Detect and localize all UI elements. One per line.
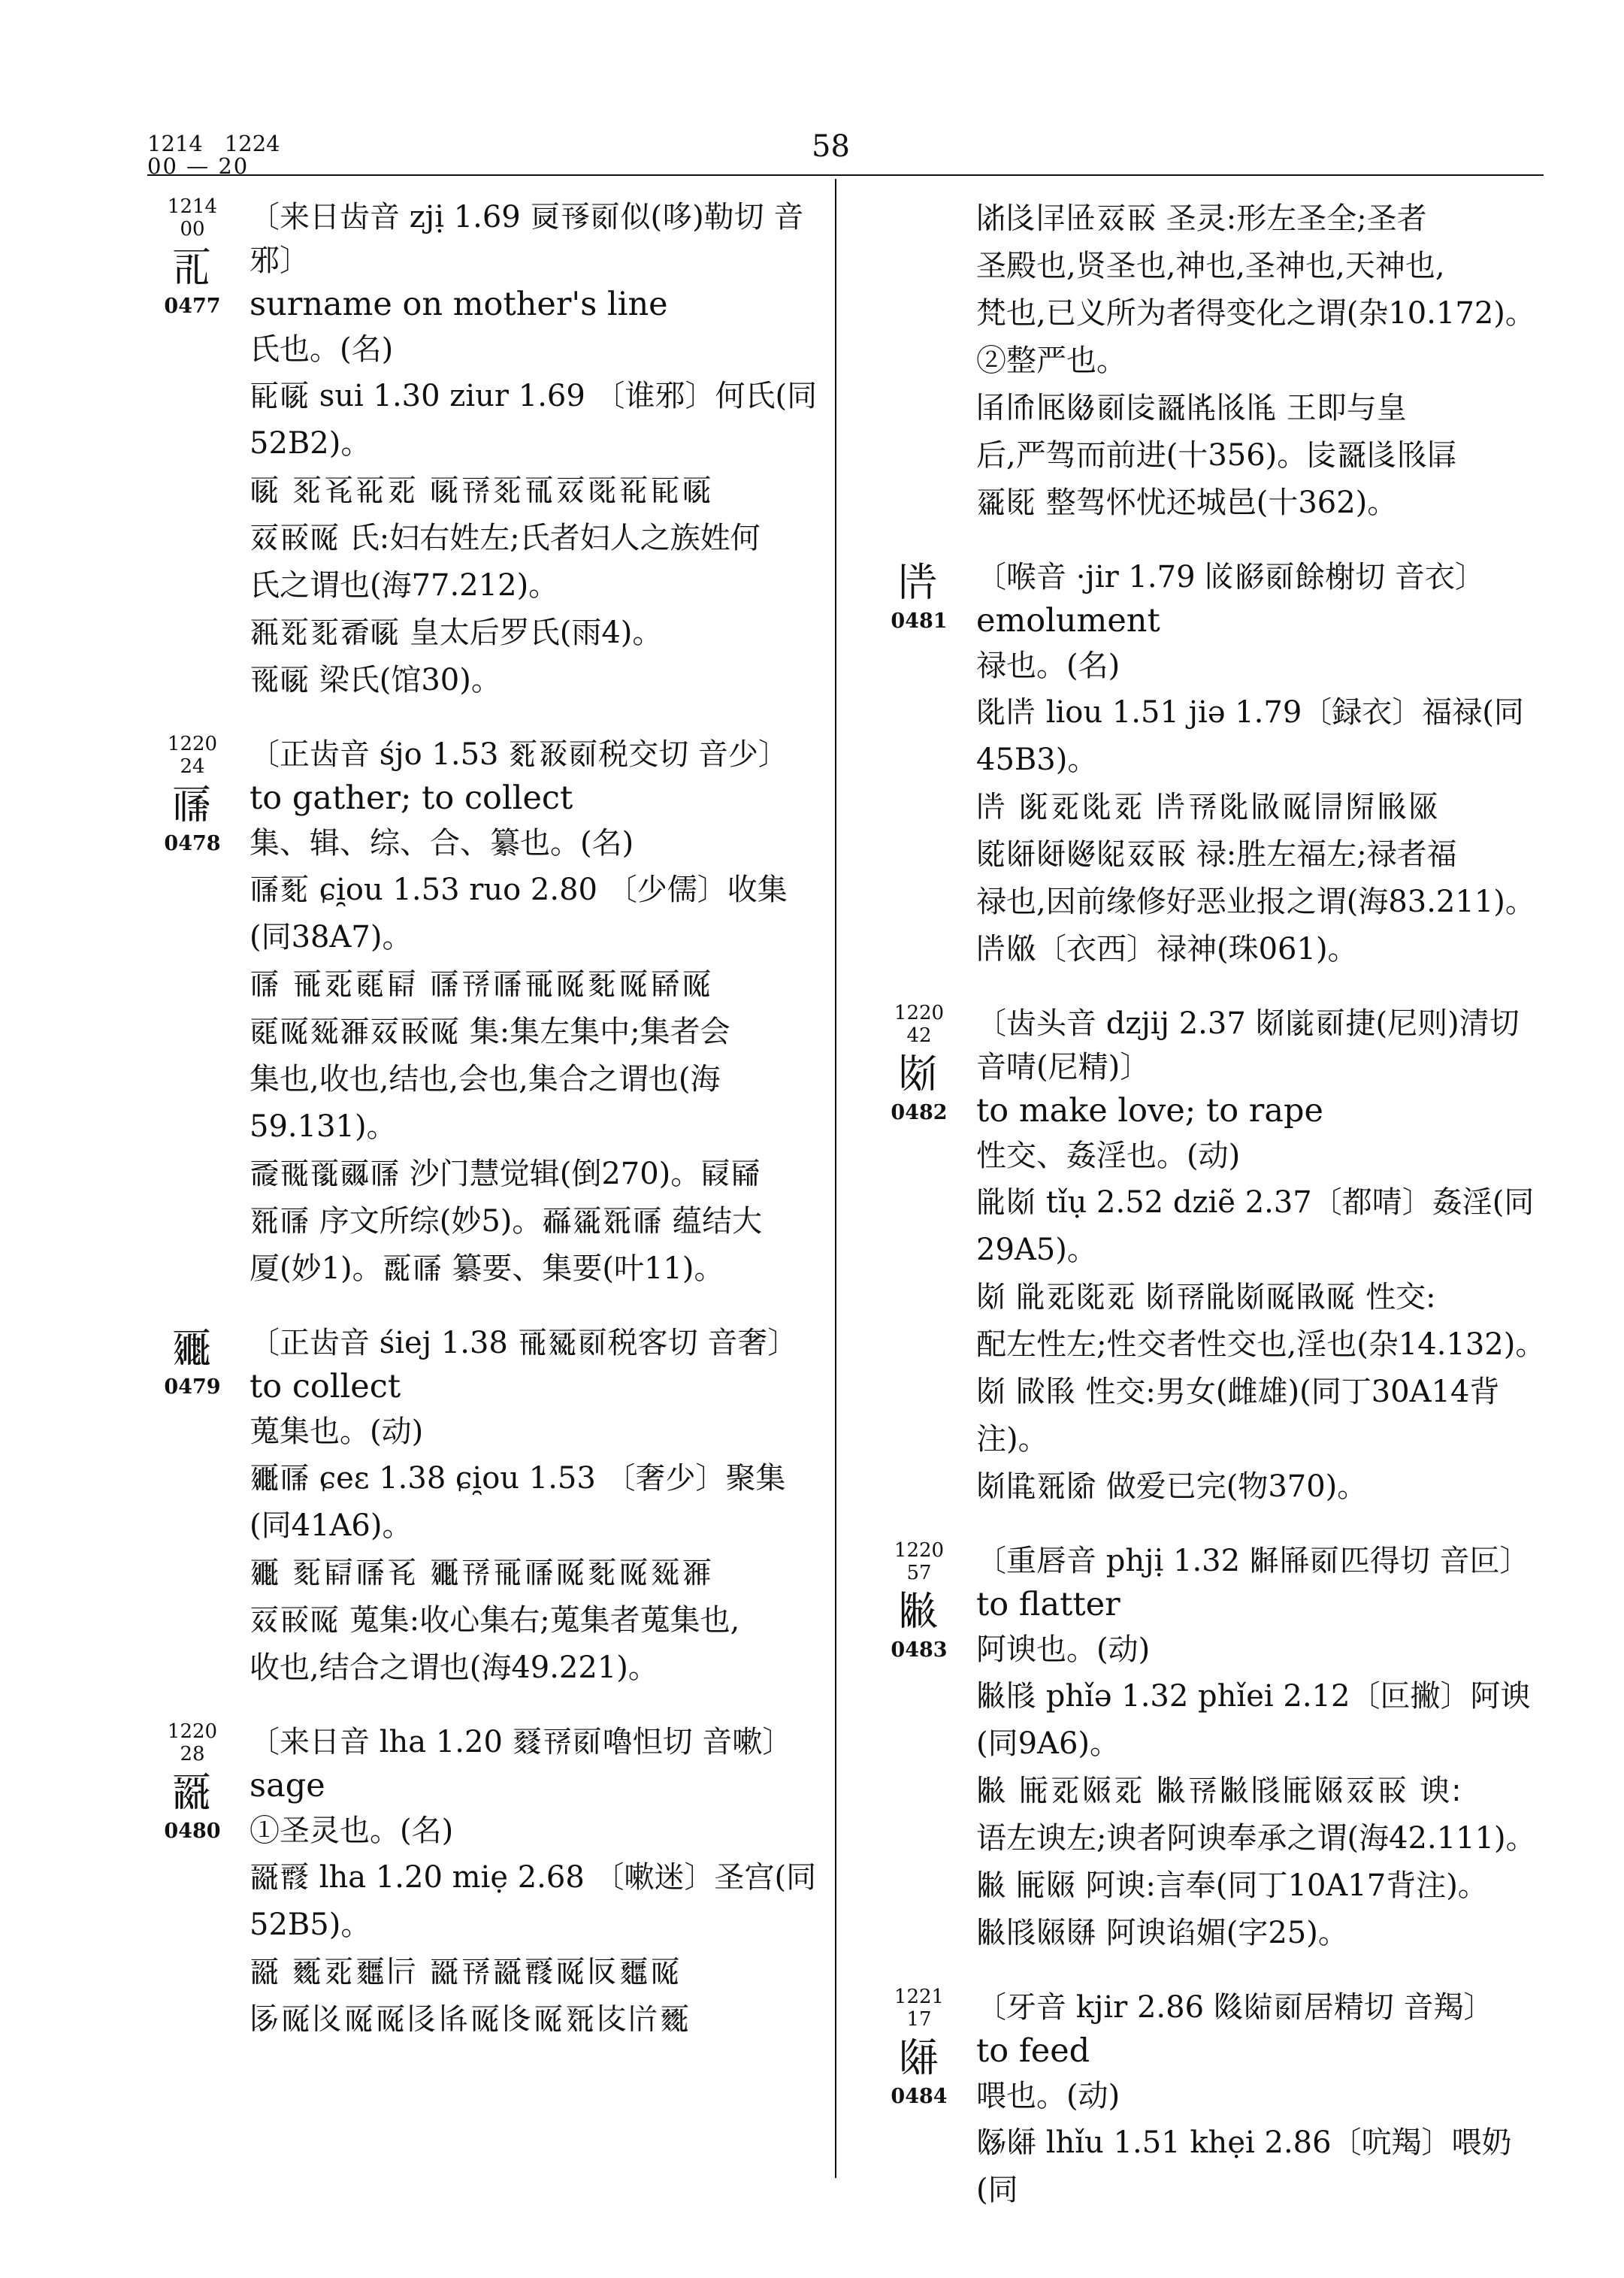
pronunciation: 〔牙音 kjir 2.86 𗁫𗁬𗀃居精切 音羯〕	[976, 1990, 1494, 2025]
example-line: 𗀹𗀺𗀻𗀼𗀌𗀎 圣灵:形左圣全;圣者	[976, 201, 1427, 236]
page-number: 58	[812, 129, 850, 164]
example-line: 𗀥𗀕 序文所综(妙5)。𗀦𗀧𗀥𗀕 蕴结大	[249, 1204, 763, 1239]
dictionary-entry	[147, 1720, 824, 2044]
example-line: 𗁭𗁪 lhǐu 1.51 khẹi 2.86〔吭羯〕喂奶(同	[976, 2125, 1512, 2207]
example-line: 氏之谓也(海77.212)。	[249, 568, 559, 603]
column-divider	[835, 179, 836, 2178]
example-line: 𗁓𗁔𗁕𗁖𗁗𗀌𗀎 禄:胜左福左;禄者福	[976, 837, 1457, 872]
definition: 氏也。(名)	[249, 332, 394, 367]
entry-gutter	[147, 733, 237, 856]
dictionary-entry	[874, 1002, 1550, 1511]
example-line: 𗀅 𗀆𗀇𗀈𗀉 𗀅𗀊𗀆𗀋𗀌𗀍𗀈𗀄𗀅	[249, 473, 714, 508]
example-line: 厦(妙1)。𗀨𗀕 纂要、集要(叶11)。	[249, 1251, 724, 1286]
pronunciation: 〔正齿音 śjo 1.53 𗀖𗀗𗀃税交切 音少〕	[249, 737, 788, 772]
example-line: 𗁙 𗁟𗁠 性交:男女(雌雄)(同丁30A14背注)。	[976, 1375, 1500, 1457]
example-line: 𗁌𗁉 liou 1.51 jiə 1.79〔録衣〕福禄(同45B3)。	[976, 695, 1524, 777]
headword-glyph: 𗁙	[898, 1050, 940, 1097]
example-line: 𗀌𗀎𗀏 蒐集:收心集右;蒐集者蒐集也,	[249, 1603, 740, 1638]
entry-code: 1214 00	[167, 195, 218, 241]
example-line: 𗀽𗀾𗀿𗁀𗀃𗁁𗀫𗁂𗁃𗁄 王即与皇	[976, 391, 1407, 425]
entry-gutter	[874, 555, 964, 634]
english-gloss: to gather; to collect	[249, 779, 573, 817]
entry-number: 0478	[164, 832, 221, 855]
definition: 性交、姦淫也。(动)	[976, 1139, 1241, 1173]
definition: 喂也。(动)	[976, 2079, 1120, 2113]
entry-gutter	[147, 1720, 237, 1844]
example-line: 𗁣 𗁧𗀉𗁨𗀉 𗁣𗀊𗁣𗁦𗁧𗁨𗀌𗀎 谀:	[976, 1774, 1463, 1808]
headword-glyph: 𗀕	[171, 781, 213, 828]
headword-glyph: 𗁉	[898, 558, 940, 606]
english-gloss: to make love; to rape	[976, 1092, 1323, 1130]
example-line: 𗁙 𗁜𗀉𗁝𗀉 𗁙𗀊𗁜𗁙𗀏𗁞𗀏 性交:	[976, 1280, 1436, 1314]
pronunciation: 〔正齿音 śiej 1.38 𗀙𗀪𗀃税客切 音奢〕	[249, 1326, 798, 1360]
pronunciation: 〔齿头音 dzjij 2.37 𗁚𗁛𗀃捷(尼则)清切 音啨(尼精)〕	[976, 1006, 1520, 1085]
entry-continuation	[874, 195, 1550, 527]
entry-number: 0482	[891, 1101, 948, 1124]
english-gloss: surname on mother's line	[249, 286, 668, 323]
example-line: 收也,结合之谓也(海49.221)。	[249, 1650, 658, 1685]
definition: 阿谀也。(动)	[976, 1632, 1151, 1667]
entry-gutter	[147, 195, 237, 319]
left-column	[147, 195, 824, 2072]
english-gloss: emolument	[976, 602, 1160, 640]
headword-glyph: 𗀀	[171, 244, 213, 291]
example-line: 集也,收也,结也,会也,集合之谓也(海59.131)。	[249, 1062, 721, 1144]
dictionary-entry	[874, 555, 1550, 973]
example-line: 𗁉𗁘〔衣西〕禄神(珠061)。	[976, 932, 1358, 967]
entry-gutter	[874, 1539, 964, 1662]
dictionary-entry	[874, 1986, 1550, 2214]
header-rule	[147, 174, 1544, 176]
pronunciation: 〔喉音 ·jir 1.79 𗁊𗁋𗀃餘榭切 音衣〕	[976, 560, 1485, 594]
running-head-range	[147, 132, 280, 177]
example-line: 𗀔𗀅 梁氏(馆30)。	[249, 663, 501, 697]
english-gloss: to flatter	[976, 1586, 1120, 1623]
definition: ①圣灵也。(名)	[249, 1814, 454, 1848]
example-line: 𗀲𗀏𗀳𗀏𗀏𗀴𗀵𗀏𗀶𗀏𗀥𗀷𗀸𗀮	[249, 2002, 691, 2037]
entry-number: 0479	[164, 1375, 221, 1399]
example-line: 禄也,因前缘修好恶业报之谓(海83.211)。	[976, 885, 1535, 919]
example-line: 圣殿也,贤圣也,神也,圣神也,天神也,	[976, 249, 1445, 283]
definition: 禄也。(名)	[976, 649, 1120, 683]
entry-number: 0481	[891, 610, 948, 633]
entry-code: 1220 24	[167, 733, 218, 778]
dictionary-entry	[147, 1321, 824, 1692]
example-line: 𗁙𗁡𗀥𗁢 做爱已完(物370)。	[976, 1469, 1368, 1504]
example-line: 后,严驾而前进(十356)。𗁁𗀫𗁅𗁆𗁇	[976, 438, 1458, 473]
example-line: 𗁣 𗁧𗁨 阿谀:言奉(同丁10A17背注)。	[976, 1868, 1488, 1903]
entry-number: 0483	[891, 1638, 948, 1662]
example-line: 𗀫 𗀮𗀉𗀯𗀰 𗀫𗀊𗀫𗀭𗀏𗀱𗀯𗀏	[249, 1955, 682, 1989]
example-line: 𗁉 𗁍𗀉𗁌𗀉 𗁉𗀊𗁌𗁎𗀏𗁏𗁐𗁑𗁒	[976, 790, 1441, 824]
entry-number: 0477	[164, 295, 221, 318]
example-line: ②整严也。	[976, 343, 1127, 378]
definition: 蒐集也。(动)	[249, 1414, 424, 1449]
example-line: 𗀐𗀑𗀒𗀓𗀅 皇太后罗氏(雨4)。	[249, 616, 663, 650]
right-column	[874, 195, 1550, 2243]
pronunciation: 〔来日齿音 zjị 1.69 𗀁𗀂𗀃似(哆)勒切 音邪〕	[249, 200, 804, 278]
headword-glyph: 𗀩	[171, 1324, 213, 1372]
example-line: 𗀕𗀘 ɕi̯ou 1.53 ruo 2.80 〔少儒〕收集(同38A7)。	[249, 873, 788, 954]
example-line: 𗀌𗀎𗀏 氏:妇右姓左;氏者妇人之族姓何	[249, 521, 761, 555]
english-gloss: to collect	[249, 1368, 401, 1405]
entry-gutter	[874, 1002, 964, 1125]
example-line: 𗀄𗀅 sui 1.30 ziur 1.69 〔谁邪〕何氏(同52B2)。	[249, 379, 818, 461]
english-gloss: to feed	[976, 2032, 1090, 2070]
entry-gutter	[874, 1986, 964, 2109]
example-line: 𗀫𗀭 lha 1.20 miẹ 2.68 〔嗽迷〕圣宫(同52B5)。	[249, 1860, 817, 1942]
dictionary-entry	[874, 1539, 1550, 1957]
example-line: 𗀟𗀠𗀡𗀢𗀕 沙门慧觉辑(倒270)。𗀣𗀤	[249, 1157, 761, 1191]
pronunciation: 〔来日音 lha 1.20 𗀬𗀊𗀃嚕怛切 音嗽〕	[249, 1725, 793, 1759]
entry-code: 1220 57	[894, 1539, 945, 1584]
headword-glyph: 𗁣	[898, 1587, 940, 1635]
example-line: 𗀩 𗀘𗀛𗀕𗀇 𗀩𗀊𗀙𗀕𗀏𗀘𗀏𗀝𗀞	[249, 1556, 714, 1590]
example-line: 梵也,已义所为者得变化之谓(杂10.172)。	[976, 296, 1535, 331]
entry-number: 0484	[891, 2085, 948, 2108]
english-gloss: sage	[249, 1767, 325, 1805]
entry-code: 1220 28	[167, 1720, 218, 1765]
entry-number: 0480	[164, 1820, 221, 1843]
headword-glyph: 𗀫	[171, 1768, 213, 1816]
range-top: 1214 1224	[147, 131, 280, 156]
example-line: 𗀚𗀏𗀝𗀞𗀌𗀎𗀏 集:集左集中;集者会	[249, 1015, 730, 1049]
headword-glyph: 𗁪	[898, 2034, 940, 2081]
definition: 集、辑、综、合、纂也。(名)	[249, 826, 634, 861]
example-line: 𗀩𗀕 ɕeɛ 1.38 ɕi̯ou 1.53 〔奢少〕聚集(同41A6)。	[249, 1461, 786, 1543]
example-line: 𗁜𗁙 tǐụ 2.52 dziẽ 2.37〔都啨〕姦淫(同29A5)。	[976, 1185, 1535, 1267]
entry-code: 1221 17	[894, 1986, 945, 2031]
entry-gutter	[147, 1321, 237, 1399]
range-bottom: 00 — 20	[147, 153, 249, 179]
example-line: 配左性左;性交者性交也,淫也(杂14.132)。	[976, 1327, 1546, 1362]
example-line: 𗁣𗁦𗁨𗁩 阿谀谄媚(字25)。	[976, 1916, 1348, 1950]
example-line: 语左谀左;谀者阿谀奉承之谓(海42.111)。	[976, 1821, 1536, 1856]
example-line: 𗀕 𗀙𗀉𗀚𗀛 𗀕𗀊𗀕𗀙𗀏𗀘𗀏𗀜𗀏	[249, 967, 714, 1002]
entry-code: 1220 42	[894, 1002, 945, 1047]
dictionary-entry	[147, 195, 824, 704]
dictionary-entry	[147, 733, 824, 1293]
example-line: 𗀧𗁈 整驾怀忧还城邑(十362)。	[976, 486, 1398, 520]
example-line: 𗁣𗁦 phǐə 1.32 phǐei 2.12〔叵撇〕阿谀(同9A6)。	[976, 1679, 1531, 1761]
pronunciation: 〔重唇音 phjị 1.32 𗁤𗁥𗀃匹得切 音叵〕	[976, 1544, 1530, 1578]
